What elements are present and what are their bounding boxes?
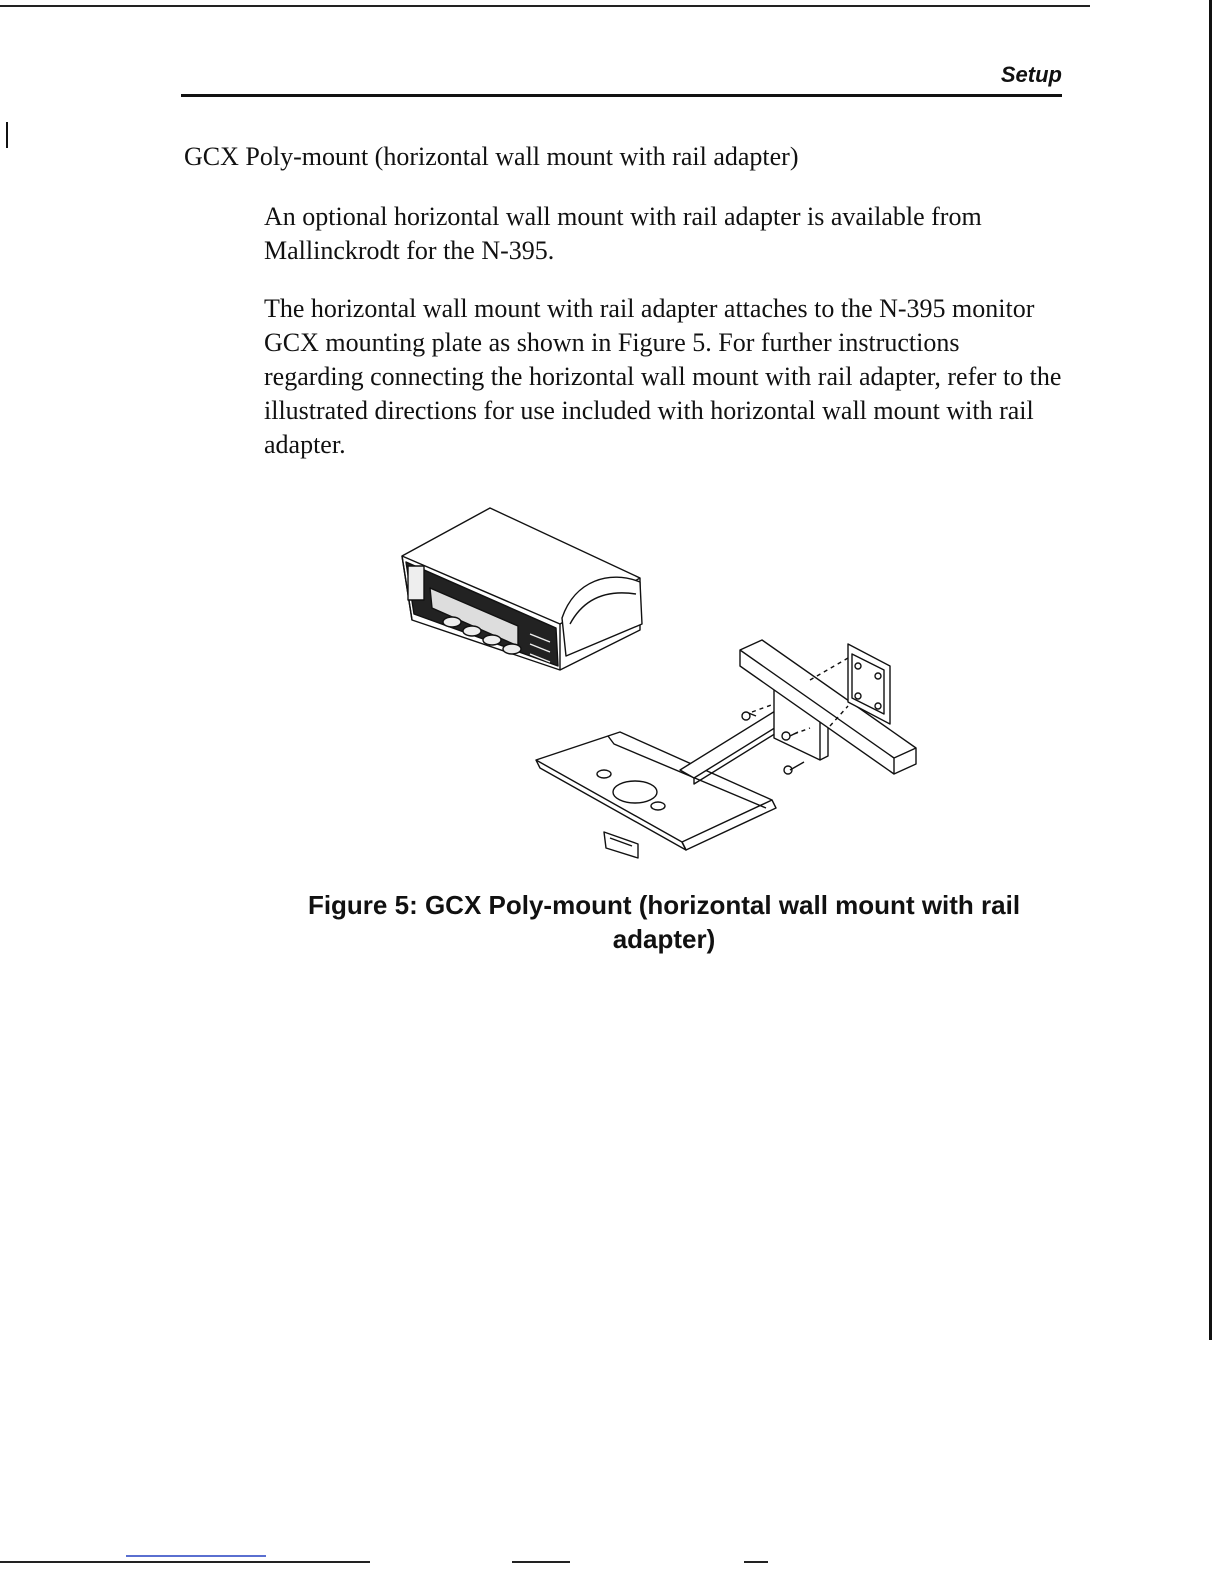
footer-rule-left [0,1561,370,1563]
footer-rule-right [744,1561,768,1563]
change-bar [6,122,8,148]
paragraph-instructions: The horizontal wall mount with rail adapter attaches to the N-395 monitor GCX mounting plate as shown in Figure 5. For further instructions regarding connecting the horizontal wall mount with rail adapter, refer to the illustrated directions for use included with horizontal wall mount with rail adapter. [264,294,1062,459]
rail-adapter-illustration [680,640,916,784]
paragraph-availability: An optional horizontal wall mount with rail adapter is available from Mallinckrodt for the N-395. [264,202,982,265]
running-header: Setup [1000,62,1062,87]
figure-caption: Figure 5: GCX Poly-mount (horizontal wall mount with rail adapter) [307,890,1021,954]
scan-right-edge [1209,0,1212,1340]
footer-rule-middle [512,1561,570,1563]
monitor-illustration [402,508,642,670]
header-rule [181,94,1062,97]
mounting-plate-illustration [536,732,776,858]
figure-5-illustration [390,500,950,870]
footer-rule-accent [126,1555,266,1557]
page-top-rule [0,5,1090,7]
section-title: GCX Poly-mount (horizontal wall mount with rail adapter) [184,142,799,171]
